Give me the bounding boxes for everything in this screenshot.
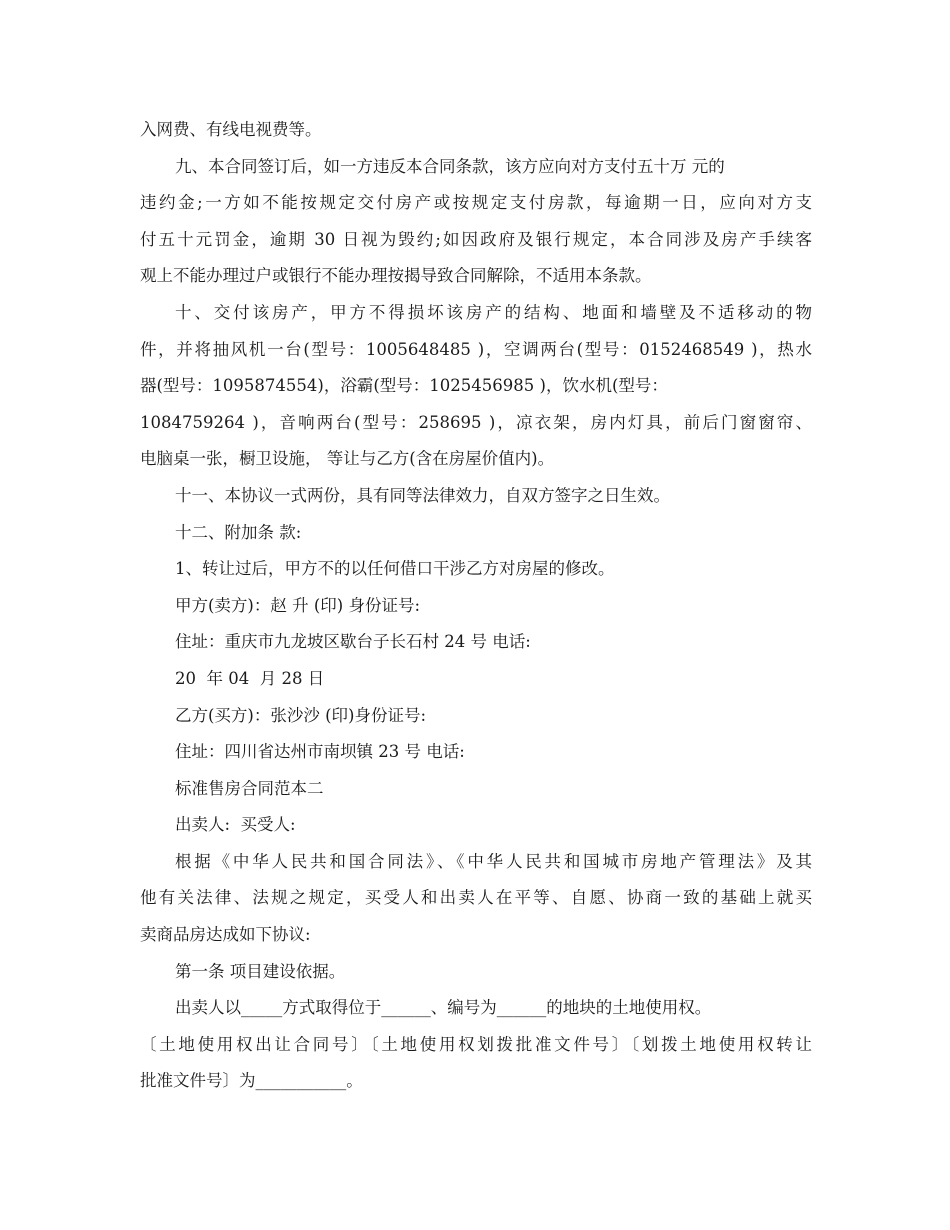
party-b-address: 住址：四川省达州市南坝镇 23 号 电话:: [175, 742, 465, 762]
clause-9-line-4: 观上不能办理过户或银行不能办理按揭导致合同解除，不适用本条款。: [140, 266, 652, 286]
clause-12-item-1: 1、转让过后，甲方不的以任何借口干涉乙方对房屋的修改。: [175, 559, 615, 579]
clause-12-heading: 十二、附加条 款:: [175, 522, 302, 542]
parties-line: 出卖人: 买受人:: [175, 815, 296, 835]
signing-date: 20 年 04 月 28 日: [175, 668, 325, 688]
article-1-line-3: 批准文件号〕为___________。: [140, 1071, 363, 1091]
article-1-heading: 第一条 项目建设依据。: [175, 961, 346, 981]
preamble-line-3: 卖商品房达成如下协议:: [140, 925, 311, 945]
article-1-line-2: 〔土地使用权出让合同号〕〔土地使用权划拨批准文件号〕〔划拨土地使用权转让: [140, 1034, 812, 1054]
clause-10-line-1: 十、交付该房产，甲方不得损坏该房产的结构、地面和墙壁及不适移动的物: [175, 302, 812, 322]
clause-10-line-2: 件，并将抽风机一台(型号：1005648485 )，空调两台(型号：0152468549 )，热水: [140, 339, 812, 359]
clause-9-line-3: 付五十元罚金，逾期 30 日视为毁约;如因政府及银行规定，本合同涉及房产手续客: [140, 229, 812, 249]
text-line: 入网费、有线电视费等。: [140, 120, 322, 139]
clause-9-line-1: 九、本合同签订后，如一方违反本合同条款，该方应向对方支付五十万 元的: [175, 156, 725, 176]
preamble-line-1: 根据《中华人民共和国合同法》、《中华人民共和国城市房地产管理法》及其: [175, 851, 812, 871]
document-body: [140, 112, 812, 1100]
clause-10-line-3: 器(型号：1095874554)，浴霸(型号：1025456985 )，饮水机(型号：: [140, 376, 668, 396]
clause-11: 十一、本协议一式两份，具有同等法律效力，自双方签字之日生效。: [175, 485, 670, 505]
party-a-signature: 甲方(卖方)：赵 升 (印) 身份证号:: [175, 595, 421, 615]
article-1-line-1: 出卖人以_____方式取得位于______、编号为______的地块的土地使用权。: [175, 998, 712, 1018]
clause-9-line-2: 违约金;一方如不能按规定交付房产或按规定支付房款，每逾期一日，应向对方支: [140, 193, 812, 213]
clause-10-line-5: 电脑桌一张，橱卫设施， 等让与乙方(含在房屋价值内)。: [140, 449, 555, 469]
preamble-line-2: 他有关法律、法规之规定，买受人和出卖人在平等、自愿、协商一致的基础上就买: [140, 888, 812, 908]
party-b-signature: 乙方(买方)：张沙沙 (印)身份证号:: [175, 705, 427, 725]
party-a-address: 住址：重庆市九龙坡区歇台子长石村 24 号 电话:: [175, 632, 531, 652]
section-title: 标准售房合同范本二: [175, 778, 324, 798]
clause-10-line-4: 1084759264 )，音响两台(型号：258695 )，凉衣架，房内灯具，前后门窗窗帘、: [140, 412, 812, 432]
